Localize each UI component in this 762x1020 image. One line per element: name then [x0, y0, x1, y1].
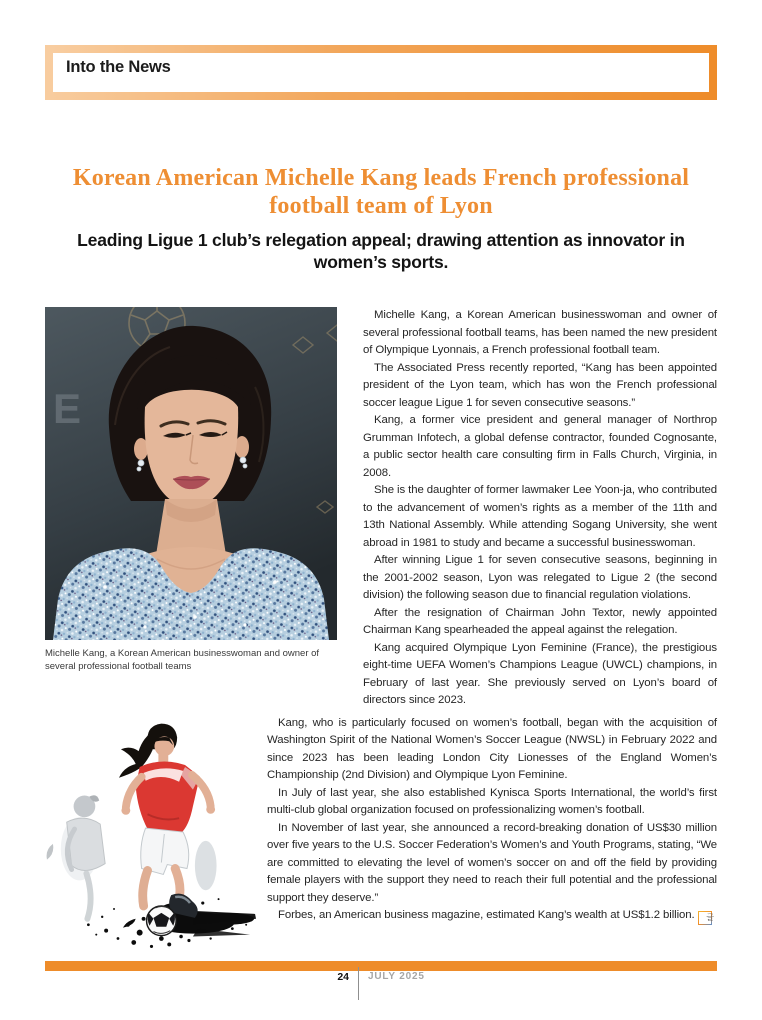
- soccer-player-illustration: [45, 715, 257, 953]
- section-label: Into the News: [66, 58, 171, 76]
- article-title: Korean American Michelle Kang leads French professional football team of Lyon: [72, 165, 690, 219]
- section-header-box: [45, 45, 717, 100]
- issue-date: JULY 2025: [368, 971, 425, 982]
- page-number: 24: [337, 971, 349, 983]
- article-bottom-section: [45, 715, 717, 953]
- end-mark-glyph: 글: [706, 913, 714, 922]
- photo-figure: [45, 307, 337, 710]
- footer-divider: [358, 967, 359, 1000]
- paragraph: Michelle Kang, a Korean American businesswoman and owner of several professional football teams, has been named the new president of Olympique Lyonnais, a French professional football team.: [363, 309, 717, 356]
- photo-caption: Michelle Kang, a Korean American businesswoman and owner of several professional football teams: [45, 648, 320, 672]
- paragraph-text: Forbes, an American business magazine, estimated Kang’s wealth at US$1.2 billion.: [278, 909, 695, 921]
- paragraph: [267, 907, 717, 925]
- michelle-kang-photo: [45, 307, 337, 640]
- paragraph: Kang acquired Olympique Lyon Feminine (France), the prestigious eight-time UEFA Women’s Champions League (UWCL) champions, in February of last year. She previously served on Lyon’s board of directors since 2023.: [363, 641, 717, 706]
- main-player: [119, 723, 215, 917]
- page-footer: [0, 967, 762, 1000]
- article-subtitle: Leading Ligue 1 club’s relegation appeal; drawing attention as innovator in women’s sports.: [77, 230, 685, 272]
- paragraph: Kang, who is particularly focused on women’s football, began with the acquisition of Washington Spirit of the National Women’s Soccer League (NWSL) in February 2022 and since 2023 has been leading London City Lionesses of the England Women’s Championship (2nd Division) and Olympique Lyon Feminine.: [267, 716, 717, 781]
- paragraph: Kang, a former vice president and general manager of Northrop Grumman Infotech, a global defense contractor, founded Cognosante, a public sector health care consulting firm in Falls Church, Virginia, in 2008.: [363, 414, 717, 479]
- paragraph: After the resignation of Chairman John Textor, newly appointed Chairman Kang spearheaded the appeal against the relegation.: [363, 606, 717, 636]
- paragraph: She is the daughter of former lawmaker Lee Yoon-ja, who contributed to the advancement of women’s rights as a member of the 11th and 13th National Assembly. While attending Sogang University, she went abroad in 1981 to study and became a successful businesswoman.: [363, 484, 717, 549]
- article-body-column: [363, 307, 717, 710]
- paragraph: After winning Ligue 1 for seven consecutive seasons, beginning in the 2001-2002 season, Lyon was relegated to Ligue 2 (the second division) the following season due to financial regulation violations.: [363, 554, 717, 601]
- article-body-bottom: [267, 715, 717, 953]
- paragraph: In July of last year, she also established Kynisca Sports International, the world’s first multi-club global organization focused on professionalizing women’s football.: [267, 786, 717, 816]
- soccer-ball: [147, 905, 177, 935]
- svg-text:E: E: [53, 385, 82, 432]
- end-of-article-mark-icon: [698, 911, 712, 925]
- paragraph: The Associated Press recently reported, “Kang has been appointed president of the Lyon team, which has won the French professional soccer league Ligue 1 for seven consecutive seasons.”: [363, 361, 717, 409]
- paragraph: In November of last year, she announced a record-breaking donation of US$30 million over five years to the U.S. Soccer Federation’s Women’s and Youth Programs, stating, “We are committed to elevating the level of women’s soccer on and off the field by providing female players with the support they need to reach their full potential and the professional support they deserve.”: [267, 821, 718, 904]
- article-top-columns: [45, 307, 717, 710]
